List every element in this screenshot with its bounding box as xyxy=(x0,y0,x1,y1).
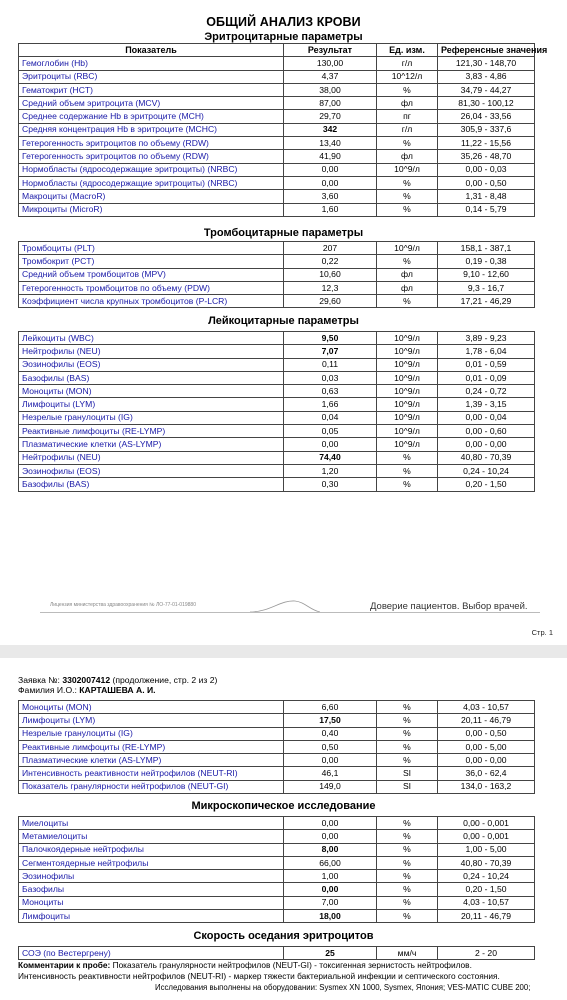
result-row xyxy=(19,411,535,424)
test-result: 0,00 xyxy=(284,817,377,830)
test-reference-range: 34,79 - 44,27 xyxy=(438,83,535,96)
test-unit: % xyxy=(377,176,438,189)
test-name: Гетерогенность тромбоцитов по объему (PDW) xyxy=(19,281,284,294)
result-row xyxy=(19,281,535,294)
result-row xyxy=(19,830,535,843)
test-result: 38,00 xyxy=(284,83,377,96)
result-row xyxy=(19,70,535,83)
test-name: Палочкоядерные нейтрофилы xyxy=(19,843,284,856)
result-row xyxy=(19,780,535,793)
result-row xyxy=(19,137,535,150)
table-erythro xyxy=(18,43,548,217)
result-row xyxy=(19,268,535,281)
test-unit: % xyxy=(377,203,438,216)
license-text: Лицензия министерства здравоохранения № ЛО-77-01-019880 xyxy=(50,602,196,608)
test-result: 9,50 xyxy=(284,332,377,345)
test-name: Плазматические клетки (AS-LYMP) xyxy=(19,438,284,451)
test-result: 74,40 xyxy=(284,451,377,464)
test-reference-range: 3,89 - 9,23 xyxy=(438,332,535,345)
test-result: 66,00 xyxy=(284,856,377,869)
test-unit: % xyxy=(377,740,438,753)
test-result: 342 xyxy=(284,123,377,136)
test-reference-range: 1,00 - 5,00 xyxy=(438,843,535,856)
result-row xyxy=(19,371,535,384)
test-name: Лейкоциты (WBC) xyxy=(19,332,284,345)
test-reference-range: 0,19 - 0,38 xyxy=(438,255,535,268)
test-result: 1,60 xyxy=(284,203,377,216)
test-result: 0,00 xyxy=(284,163,377,176)
result-row xyxy=(19,740,535,753)
result-row xyxy=(19,295,535,308)
result-row xyxy=(19,332,535,345)
test-unit: % xyxy=(377,255,438,268)
test-reference-range: 0,24 - 10,24 xyxy=(438,464,535,477)
test-reference-range: 3,83 - 4,86 xyxy=(438,70,535,83)
result-row xyxy=(19,883,535,896)
order-label: Заявка №: xyxy=(18,675,60,685)
test-reference-range: 0,00 - 0,04 xyxy=(438,411,535,424)
test-reference-range: 0,00 - 0,50 xyxy=(438,176,535,189)
test-name: Показатель гранулярности нейтрофилов (NEUT-GI) xyxy=(19,780,284,793)
result-row xyxy=(19,385,535,398)
result-row xyxy=(19,255,535,268)
test-name: Эозинофилы (EOS) xyxy=(19,358,284,371)
test-reference-range: 158,1 - 387,1 xyxy=(438,242,535,255)
patient-line xyxy=(18,685,156,695)
test-reference-range: 1,39 - 3,15 xyxy=(438,398,535,411)
test-reference-range: 0,00 - 5,00 xyxy=(438,740,535,753)
test-unit: 10^12/л xyxy=(377,70,438,83)
test-reference-range: 40,80 - 70,39 xyxy=(438,856,535,869)
test-unit: % xyxy=(377,714,438,727)
result-row xyxy=(19,163,535,176)
test-unit: 10^9/л xyxy=(377,332,438,345)
result-row xyxy=(19,464,535,477)
table-micro xyxy=(18,816,535,923)
test-result: 149,0 xyxy=(284,780,377,793)
test-unit: фл xyxy=(377,268,438,281)
result-row xyxy=(19,425,535,438)
test-result: 207 xyxy=(284,242,377,255)
result-row xyxy=(19,97,535,110)
test-unit: % xyxy=(377,727,438,740)
test-reference-range: 4,03 - 10,57 xyxy=(438,896,535,909)
test-result: 1,66 xyxy=(284,398,377,411)
test-reference-range: 81,30 - 100,12 xyxy=(438,97,535,110)
test-name: Эритроциты (RBC) xyxy=(19,70,284,83)
test-unit: г/л xyxy=(377,57,438,70)
result-row xyxy=(19,843,535,856)
test-reference-range: 35,26 - 48,70 xyxy=(438,150,535,163)
report-title: ОБЩИЙ АНАЛИЗ КРОВИ xyxy=(206,15,361,29)
test-name: СОЭ (по Вестергрену) xyxy=(19,947,284,960)
result-row xyxy=(19,947,535,960)
result-row xyxy=(19,242,535,255)
result-row xyxy=(19,896,535,909)
test-result: 0,00 xyxy=(284,438,377,451)
result-row xyxy=(19,451,535,464)
test-name: Моноциты (MON) xyxy=(19,385,284,398)
test-name: Нормобласты (ядросодержащие эритроциты) (NRBC) xyxy=(19,176,284,189)
page-separator xyxy=(0,645,567,658)
test-name: Незрелые гранулоциты (IG) xyxy=(19,411,284,424)
section-title-esr: Скорость оседания эритроцитов xyxy=(193,930,374,942)
test-reference-range: 0,00 - 0,60 xyxy=(438,425,535,438)
test-reference-range: 0,00 - 0,03 xyxy=(438,163,535,176)
section-title-erythro: Эритроцитарные параметры xyxy=(204,31,363,43)
test-name: Базофилы (BAS) xyxy=(19,478,284,491)
header-name: Показатель xyxy=(19,44,284,57)
test-reference-range: 0,01 - 0,59 xyxy=(438,358,535,371)
header-unit: Ед. изм. xyxy=(377,44,438,57)
result-row xyxy=(19,817,535,830)
test-name: Гетерогенность эритроцитов по объему (RDW) xyxy=(19,137,284,150)
test-unit: пг xyxy=(377,110,438,123)
test-result: 0,30 xyxy=(284,478,377,491)
order-number: 3302007412 xyxy=(62,675,111,685)
test-reference-range: 26,04 - 33,56 xyxy=(438,110,535,123)
test-name: Лимфоциты (LYM) xyxy=(19,398,284,411)
test-result: 12,3 xyxy=(284,281,377,294)
result-row xyxy=(19,57,535,70)
test-name: Метамиелоциты xyxy=(19,830,284,843)
test-unit: 10^9/л xyxy=(377,163,438,176)
test-result: 0,04 xyxy=(284,411,377,424)
test-unit: г/л xyxy=(377,123,438,136)
test-unit: 10^9/л xyxy=(377,411,438,424)
test-result: 41,90 xyxy=(284,150,377,163)
test-unit: % xyxy=(377,843,438,856)
test-unit: % xyxy=(377,754,438,767)
test-unit: 10^9/л xyxy=(377,358,438,371)
test-unit: SI xyxy=(377,767,438,780)
test-reference-range: 9,10 - 12,60 xyxy=(438,268,535,281)
test-result: 29,70 xyxy=(284,110,377,123)
test-name: Сегментоядерные нейтрофилы xyxy=(19,856,284,869)
test-reference-range: 9,3 - 16,7 xyxy=(438,281,535,294)
test-unit: % xyxy=(377,478,438,491)
test-name: Плазматические клетки (AS-LYMP) xyxy=(19,754,284,767)
table-leuko xyxy=(18,331,535,492)
test-unit: фл xyxy=(377,281,438,294)
test-reference-range: 2 - 20 xyxy=(438,947,535,960)
test-name: Моноциты (MON) xyxy=(19,701,284,714)
test-unit: 10^9/л xyxy=(377,242,438,255)
test-reference-range: 0,24 - 0,72 xyxy=(438,385,535,398)
equipment-note: Исследования выполнены на оборудовании: Sysmex XN 1000, Sysmex, Япония; VES-MATIC CUBE 200; xyxy=(155,983,531,992)
test-name: Лимфоциты (LYM) xyxy=(19,714,284,727)
result-row xyxy=(19,478,535,491)
test-reference-range: 134,0 - 163,2 xyxy=(438,780,535,793)
order-line xyxy=(18,675,217,685)
test-result: 17,50 xyxy=(284,714,377,727)
test-unit: % xyxy=(377,883,438,896)
test-reference-range: 20,11 - 46,79 xyxy=(438,910,535,923)
test-unit: % xyxy=(377,464,438,477)
test-result: 0,63 xyxy=(284,385,377,398)
test-unit: % xyxy=(377,83,438,96)
test-unit: 10^9/л xyxy=(377,398,438,411)
test-unit: мм/ч xyxy=(377,947,438,960)
test-result: 4,37 xyxy=(284,70,377,83)
test-reference-range: 20,11 - 46,79 xyxy=(438,714,535,727)
test-name: Гемоглобин (Hb) xyxy=(19,57,284,70)
result-row xyxy=(19,701,535,714)
test-name: Незрелые гранулоциты (IG) xyxy=(19,727,284,740)
test-reference-range: 0,20 - 1,50 xyxy=(438,478,535,491)
test-name: Микроциты (MicroR) xyxy=(19,203,284,216)
test-unit: % xyxy=(377,856,438,869)
test-name: Тромбокрит (PCT) xyxy=(19,255,284,268)
test-result: 0,22 xyxy=(284,255,377,268)
test-name: Коэффициент числа крупных тромбоцитов (P-LCR) xyxy=(19,295,284,308)
test-result: 0,00 xyxy=(284,883,377,896)
page-number: Стр. 1 xyxy=(531,628,553,637)
test-result: 1,00 xyxy=(284,870,377,883)
comments-line-2: Интенсивность реактивности нейтрофилов (NEUT-RI) - маркер тяжести бактериальной инфекции и септического состояния. xyxy=(18,970,500,981)
test-result: 0,50 xyxy=(284,740,377,753)
result-row xyxy=(19,856,535,869)
test-unit: % xyxy=(377,830,438,843)
test-name: Миелоциты xyxy=(19,817,284,830)
footer-divider xyxy=(40,612,540,613)
test-result: 18,00 xyxy=(284,910,377,923)
test-unit: % xyxy=(377,896,438,909)
comments-label: Комментарии к пробе: xyxy=(18,960,111,970)
test-unit: 10^9/л xyxy=(377,385,438,398)
test-result: 8,00 xyxy=(284,843,377,856)
test-unit: фл xyxy=(377,97,438,110)
result-row xyxy=(19,754,535,767)
test-name: Гетерогенность эритроцитов по объему (RDW) xyxy=(19,150,284,163)
result-row xyxy=(19,398,535,411)
result-row xyxy=(19,345,535,358)
test-name: Гематокрит (HCT) xyxy=(19,83,284,96)
result-row xyxy=(19,123,535,136)
test-result: 13,40 xyxy=(284,137,377,150)
test-name: Нормобласты (ядросодержащие эритроциты) (NRBC) xyxy=(19,163,284,176)
test-reference-range: 17,21 - 46,29 xyxy=(438,295,535,308)
test-result: 1,20 xyxy=(284,464,377,477)
section-title-platelet: Тромбоцитарные параметры xyxy=(203,227,364,239)
order-suffix: (продолжение, стр. 2 из 2) xyxy=(112,675,218,685)
section-title-leuko: Лейкоцитарные параметры xyxy=(208,315,359,327)
test-reference-range: 305,9 - 337,6 xyxy=(438,123,535,136)
test-result: 0,03 xyxy=(284,371,377,384)
table-esr xyxy=(18,946,535,960)
test-name: Тромбоциты (PLT) xyxy=(19,242,284,255)
test-reference-range: 0,00 - 0,00 xyxy=(438,754,535,767)
test-reference-range: 11,22 - 15,56 xyxy=(438,137,535,150)
test-name: Интенсивность реактивности нейтрофилов (NEUT-RI) xyxy=(19,767,284,780)
header-ref: Референсные значения xyxy=(438,44,535,57)
section-title-micro: Микроскопическое исследование xyxy=(191,800,376,812)
test-name: Базофилы (BAS) xyxy=(19,371,284,384)
test-unit: % xyxy=(377,910,438,923)
test-result: 0,00 xyxy=(284,176,377,189)
test-unit: 10^9/л xyxy=(377,371,438,384)
test-unit: % xyxy=(377,137,438,150)
test-reference-range: 36,0 - 62,4 xyxy=(438,767,535,780)
test-reference-range: 0,01 - 0,09 xyxy=(438,371,535,384)
test-result: 0,00 xyxy=(284,754,377,767)
result-row xyxy=(19,870,535,883)
test-reference-range: 4,03 - 10,57 xyxy=(438,701,535,714)
result-row xyxy=(19,203,535,216)
test-reference-range: 0,20 - 1,50 xyxy=(438,883,535,896)
test-name: Базофилы xyxy=(19,883,284,896)
test-reference-range: 0,00 - 0,00 xyxy=(438,438,535,451)
test-name: Лимфоциты xyxy=(19,910,284,923)
test-name: Средний объем эритроцита (MCV) xyxy=(19,97,284,110)
test-name: Нейтрофилы (NEU) xyxy=(19,451,284,464)
comments-line-1: Показатель гранулярности нейтрофилов (NEUT-GI) - токсигенная зернистость нейтрофилов. xyxy=(112,960,472,970)
test-reference-range: 121,30 - 148,70 xyxy=(438,57,535,70)
test-reference-range: 1,31 - 8,48 xyxy=(438,190,535,203)
test-name: Нейтрофилы (NEU) xyxy=(19,345,284,358)
test-unit: % xyxy=(377,701,438,714)
test-result: 29,60 xyxy=(284,295,377,308)
test-result: 130,00 xyxy=(284,57,377,70)
test-unit: 10^9/л xyxy=(377,438,438,451)
result-row xyxy=(19,714,535,727)
test-reference-range: 0,00 - 0,50 xyxy=(438,727,535,740)
test-unit: фл xyxy=(377,150,438,163)
test-unit: % xyxy=(377,190,438,203)
result-row xyxy=(19,83,535,96)
result-row xyxy=(19,910,535,923)
result-row xyxy=(19,358,535,371)
test-unit: % xyxy=(377,817,438,830)
result-row xyxy=(19,176,535,189)
result-row xyxy=(19,438,535,451)
test-unit: % xyxy=(377,870,438,883)
test-unit: 10^9/л xyxy=(377,425,438,438)
table-leuko-continued xyxy=(18,700,535,794)
test-result: 3,60 xyxy=(284,190,377,203)
test-name: Макроциты (MacroR) xyxy=(19,190,284,203)
test-reference-range: 1,78 - 6,04 xyxy=(438,345,535,358)
test-name: Средний объем тромбоцитов (MPV) xyxy=(19,268,284,281)
test-unit: % xyxy=(377,451,438,464)
footer-slogan: Доверие пациентов. Выбор врачей. xyxy=(370,601,528,612)
test-result: 7,00 xyxy=(284,896,377,909)
test-unit: SI xyxy=(377,780,438,793)
test-name: Средняя концентрация Hb в эритроците (MCHC) xyxy=(19,123,284,136)
result-row xyxy=(19,727,535,740)
header-result: Результат xyxy=(284,44,377,57)
test-result: 10,60 xyxy=(284,268,377,281)
test-reference-range: 40,80 - 70,39 xyxy=(438,451,535,464)
test-unit: % xyxy=(377,295,438,308)
test-result: 0,00 xyxy=(284,830,377,843)
result-row xyxy=(19,190,535,203)
test-name: Эозинофилы xyxy=(19,870,284,883)
test-result: 6,60 xyxy=(284,701,377,714)
test-name: Реактивные лимфоциты (RE-LYMP) xyxy=(19,740,284,753)
result-row xyxy=(19,150,535,163)
test-reference-range: 0,24 - 10,24 xyxy=(438,870,535,883)
test-result: 0,05 xyxy=(284,425,377,438)
test-result: 0,40 xyxy=(284,727,377,740)
test-name: Моноциты xyxy=(19,896,284,909)
result-row xyxy=(19,110,535,123)
test-result: 46,1 xyxy=(284,767,377,780)
patient-name: КАРТАШЕВА А. И. xyxy=(79,685,156,695)
patient-label: Фамилия И.О.: xyxy=(18,685,77,695)
test-result: 25 xyxy=(284,947,377,960)
test-name: Реактивные лимфоциты (RE-LYMP) xyxy=(19,425,284,438)
test-unit: 10^9/л xyxy=(377,345,438,358)
table-platelet xyxy=(18,241,535,308)
test-result: 0,11 xyxy=(284,358,377,371)
test-name: Эозинофилы (EOS) xyxy=(19,464,284,477)
test-name: Среднее содержание Hb в эритроците (MCH) xyxy=(19,110,284,123)
test-reference-range: 0,00 - 0,001 xyxy=(438,830,535,843)
test-result: 87,00 xyxy=(284,97,377,110)
test-reference-range: 0,14 - 5,79 xyxy=(438,203,535,216)
result-row xyxy=(19,767,535,780)
comments-block xyxy=(18,960,548,981)
test-result: 7,07 xyxy=(284,345,377,358)
test-reference-range: 0,00 - 0,001 xyxy=(438,817,535,830)
